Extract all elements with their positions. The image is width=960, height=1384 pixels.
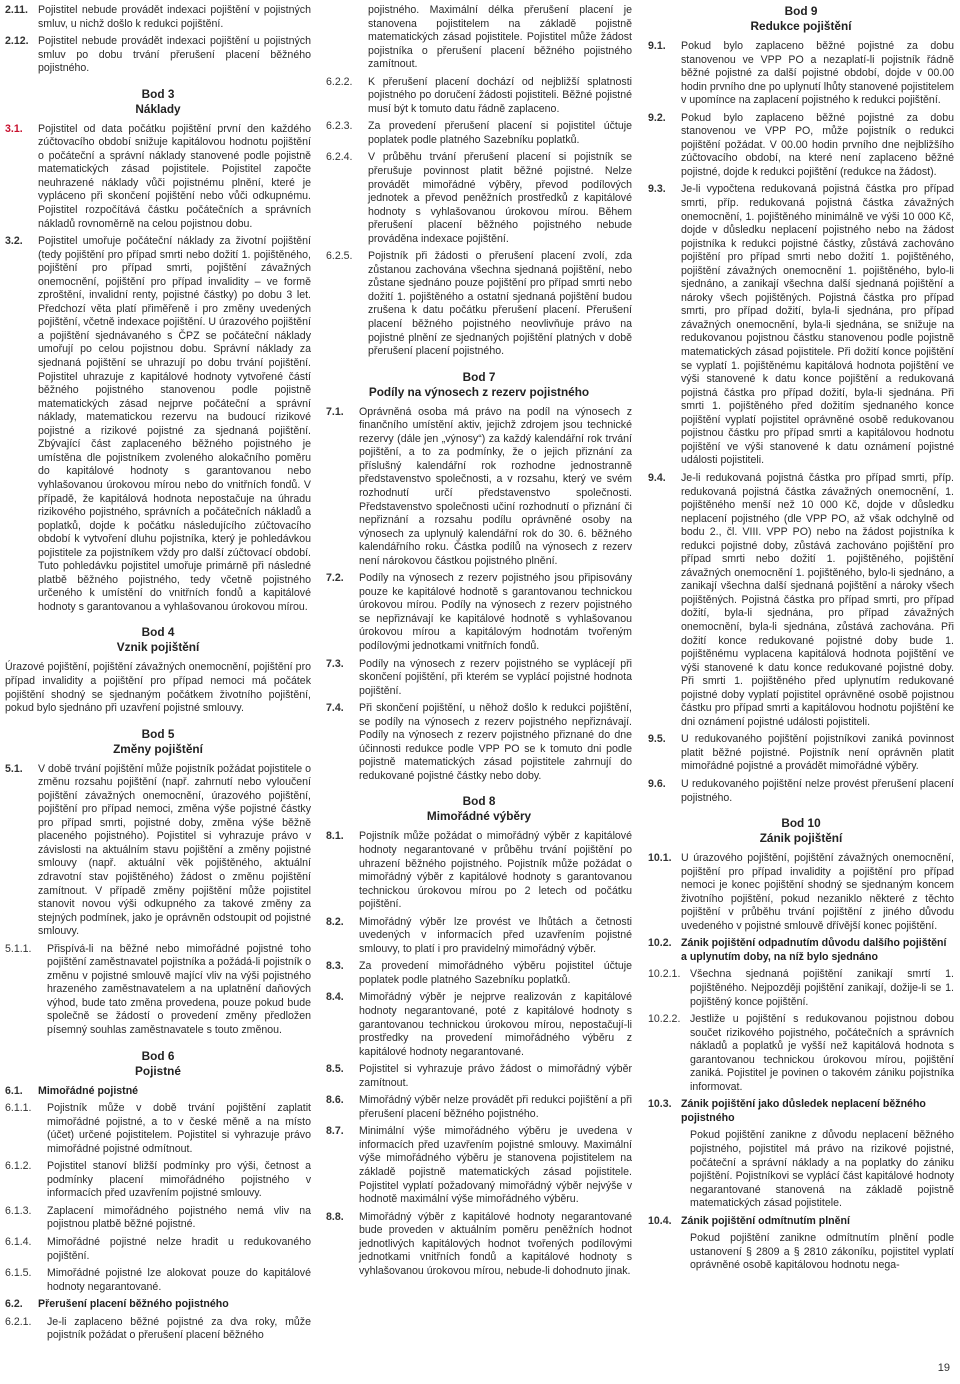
clause-text: Mimořádný výběr nelze provádět při redukci pojištění a při přerušení placení běžného pojistného. [359, 1094, 632, 1120]
clause-text: V době trvání pojištění může pojistník požádat pojistitele o změnu rozsahu pojištění (např. zahrnutí nebo vyloučení pojištění závažných onemocnění, úrazového pojištění, pojištění pro případ nemoci, změna výše pojistné částky pro případ smrti, pojistné doby, změna výše běžně placeného pojistného). Pojistitel si vyhrazuje právo v závislosti na aktuálním stavu pojištění a změny pojistné smlouvy (např. aktuální věk pojištěného, aktuální zdravotní stav pojištěného) žádost o změnu pojištění zamítnout. V případě změny pojištění může pojistitel stanovit novou výši odkupného za takové změny za stejných podmínek, jako je oprávněn odstoupit od pojistné smlouvy. [38, 762, 311, 938]
clause-text: Zánik pojištění odmítnutím plnění [681, 1214, 850, 1227]
clause-text: Pojistitel umořuje počáteční náklady za životní pojištění (tedy pojištění pro případ smrti nebo dožití 1. pojištěného, pojištění pro případ smrti, pojištění závažných onemocnění, pojištění pro případ invalidity – ve formě zproštění, invalidní renty, pojistné částky) po dobu 3 let. Předchozí věta platí přiměřeně i pro změny uvedených pojištění, včetně indexace pojištění. U úrazového pojištění a pojištění sjednávaného s ČPZ se počáteční náklady umořují po celou pojistnou dobu. Správní náklady za sjednaná pojištění se uhrazují po dobu trvání pojištění. Pojistitel uhrazuje z kapitálové hodnoty vytvořené částí běžného pojistného stanovenou podle pojistně matematických zásad nejprve počáteční a správní náklady, matematickou rezervu na budoucí rizikové pojistné a rizikové pojistné za sjednaná pojištění. Zbývající část zaplaceného běžného pojistného je umístěna dle pojistníkem zvoleného alokačního poměru do kapitálové hodnoty s garantovanou nebo vyhlašovanou úrokovou mírou nebo do vnitřních fondů. V případě, že kapitálová hodnota nepostačuje na úhradu rizikového pojistného, správních a počátečních nákladů a poplatků, dojde k počátku následujícího zúčtovacího období k vytvoření dluhu pojistníka, který je pohledávkou pojistitele za pojistníkem vždy pro další zúčtovací období. Tuto pohledávku pojistitel umořuje primárně při následné platbě běžného pojistného, tedy včetně pojistného určeného k umístění do vnitřních fondů a kapitálové hodnoty s garantovanou a vyhlašovanou úrokovou mírou. [38, 235, 311, 613]
clause-text: Je-li zaplaceno běžné pojistné za dva roky, může pojistník požádat o přerušení placení běžného [47, 1315, 311, 1342]
clause-text: Pokud bylo zaplaceno běžné pojistné za dobu stanovenou ve VPP PO, může pojistník o redukci pojištění požádat. V 00.00 hodin prvního dne nejbližšího zúčtovacího období, na které není zaplaceno běžné pojistné, dojde k redukci pojištění (redukce na žádost). [681, 111, 954, 178]
clause [648, 733, 954, 774]
clause [5, 123, 311, 231]
section-number: Bod 8 [462, 794, 496, 809]
clause-number: 6.2.1. [5, 1315, 32, 1328]
clause-number: 9.6. [648, 777, 666, 790]
section-number: Bod 3 [141, 86, 175, 101]
section-number: Bod 10 [781, 816, 821, 831]
clause-number: 7.2. [326, 572, 344, 585]
clause [326, 250, 632, 358]
clause-number: 6.2.5. [326, 250, 353, 263]
clause-number: 6.1.3. [5, 1204, 32, 1217]
clause [648, 852, 954, 933]
clause-number: 6.1.4. [5, 1236, 32, 1249]
clause [5, 763, 311, 939]
clause-text: U redukovaného pojištění nelze provést přerušení placení pojistného. [681, 777, 954, 804]
section-number: Bod 6 [141, 1048, 175, 1063]
clause-text: Pojistník při žádosti o přerušení placení zvolí, zda zůstanou zachována všechna sjednaná pojištění, nebo zůstane sjednáno pouze pojištění pro případ smrti nebo dožití 1. pojištěného a ostatní sjednaná pojištění budou zrušena k datu počátku přerušení placení. Přerušení placení běžného pojistného neovlivňuje právo na pojistné plnění ze sjednaných pojištění platných v době přerušení placení pojistného. [368, 250, 632, 358]
clause [5, 943, 311, 1038]
clause-number: 8.7. [326, 1125, 344, 1138]
section-title: Náklady [135, 101, 181, 116]
section-number: Bod 4 [141, 625, 175, 640]
clause-number: 6.2. [5, 1298, 23, 1311]
clause [326, 572, 632, 653]
section-title: Zánik pojištění [759, 831, 843, 846]
clause-text: Oprávněná osoba má právo na podíl na výnosech z finančního umístění aktiv, jejichž zdrojem jsou technické rezervy (dále jen „výnosy“) za každý kalendářní rok trvání pojištění, a to za podmínky, že o jejich přiznání za příslušný kalendářní rok rozhodne jednostranně představenstvo společnosti, a v rozsahu, který ve svém rozhodnutí určí představenstvo společnosti. Představenstvo společnosti učiní rozhodnutí o přiznání či nepřiznání a rozsahu podílu oprávněné osoby na výnosech za uplynulý kalendářní rok do 30. 6. běžného kalendářního roku. Částka podílů na výnosech z rezerv není nárokovou částkou pojistného plnění. [359, 405, 632, 567]
clause-number: 10.2.1. [648, 968, 681, 981]
clause-number: 8.5. [326, 1063, 344, 1076]
clause [326, 1211, 632, 1279]
clause-text: Přispívá-li na běžné nebo mimořádné pojistné toho pojištění zaměstnavatel pojistníka a požádá-li pojistník o změnu v pojistné smlouvě mající vliv na výši pojistného hrazeného zaměstnavatelem a na uplatnění daňových výhod, bude tato změna provedena, pouze pokud bude společně se žádostí o provedení změny předložen písemný souhlas zaměstnavatele s touto změnou. [47, 942, 311, 1036]
clause-number: 9.4. [648, 471, 666, 484]
section-heading [648, 4, 954, 34]
clause [326, 4, 632, 72]
clause-number: 5.1.1. [5, 942, 32, 955]
section-title: Podíly na výnosech z rezerv pojistného [368, 384, 590, 399]
clause-text: Pojistník může v době trvání pojištění zaplatit mimořádné pojistné, a to v české měně a na místo (účet) určené pojistitelem. Pojistitel si vyhrazuje právo mimořádné pojistné odmítnout. [47, 1102, 311, 1155]
clause-text: Pojistitel stanoví bližší podmínky pro výši, četnost a podmínky placení mimořádného pojistného v informacích před uzavřením pojistné smlouvy. [47, 1160, 311, 1200]
clause-text: Pojistitel nebude provádět indexaci pojištění v pojistných smluv, u nichž došlo k redukci pojištění. [38, 4, 311, 30]
clause-number: 10.4. [648, 1214, 672, 1227]
section-title: Změny pojištění [113, 741, 203, 756]
clause-number: 9.2. [648, 111, 666, 124]
section-heading [326, 370, 632, 400]
subsection-heading [5, 1298, 311, 1312]
clause-text: Při skončení pojištění, u něhož došlo k redukci pojištění, se podíly na výnosech z rezerv pojistného nepřiznávají. Podíly na výnosech z rezerv pojistného přiznané do dne účinnosti redukce podle VPP PO se k tomuto dni podle pojistně matematických zásad pojistitele zahrnují do redukované pojistné částky nebo doby. [359, 702, 632, 782]
clause-number: 8.6. [326, 1094, 344, 1107]
clause-number: 10.2.2. [648, 1013, 681, 1026]
clause-text: Mimořádné pojistné [38, 1084, 139, 1097]
clause [5, 1102, 311, 1156]
clause-text: Minimální výše mimořádného výběru je uvedena v informacích před uzavřením pojistné smlouvy. Maximální výše mimořádného výběru je stanovena pojistitelem na základě pojistně matematických zásad pojistitele. Pojistitel vyplatí požadovaný mimořádný výběr nejvýše v hodnotě maximální výše mimořádného výběru. [359, 1125, 632, 1206]
clause-text: Pojistitel nebude provádět indexaci pojištění u pojistných smluv po dobu trvání přerušení placení běžného pojistného. [38, 35, 311, 75]
subsection-heading [648, 1098, 954, 1125]
clause [5, 1205, 311, 1232]
clause-text: Podíly na výnosech z rezerv pojistného se vyplácejí při skončení pojištění, při kterém se vyplácí pojistné hodnota pojištění. [359, 657, 632, 697]
clause [326, 406, 632, 569]
clause-text: Mimořádný výběr je nejprve realizován z kapitálové hodnoty negarantované, poté z kapitálové hodnoty s garantovanou technickou úrokovou mírou, nepostačují-li prostředky na provedení mimořádného výběru z kapitálové hodnoty negarantované. [359, 991, 632, 1058]
clause-number: 8.1. [326, 830, 344, 843]
clause [326, 1094, 632, 1121]
section-heading [5, 625, 311, 655]
clause-text: Je-li vypočtena redukovaná pojistná částka pro případ smrti, příp. redukovaná pojistná částka závažných onemocnění, 1. pojištěného minimálně ve výši 10 000 Kč, dojde v důsledku neplacení pojistného nebo na žádost pojistníka k redukci pojistné částky, zůstává zachováno pojištění pro případ smrti nebo dožití 1. pojištěného, pojištění závažných onemocnění 1. pojištěného, bylo-li sjednáno, a zanikají všechna další sjednaná pojištění a nároky všech pojištěných. Pojistná částka pro případ smrti, pro případ dožití, byla-li sjednána, pro případ závažných onemocnění, byla-li sjednána, se snižuje na redukovanou pojistnou částku stanovenou podle pojistně matematických zásad pojistitele. Při dožití konce pojištění se vyplatí 1. pojištěnému kapitálová hodnota pojištění ve výši stanovené k datu konce pojištění a redukovaná pojistná částka pro případ dožití, byla-li sjednána. Při smrti 1. pojištěného před dožitím sjednaného konce pojištění vyplatí pojistitel oprávněné osobě redukovanou pojistnou částku pro případ smrti a kapitálovou hodnotu pojištění ve výši stanovené k datu oznámení pojistné události pojistiteli. [681, 183, 954, 467]
clause [5, 1160, 311, 1201]
clause-text: Za provedení přerušení placení si pojistitel účtuje poplatek podle platného Sazebníku poplatků. [368, 120, 632, 146]
column-3 [648, 4, 954, 1277]
clause-number: 7.4. [326, 702, 344, 715]
section-heading [648, 816, 954, 846]
subsection-heading [5, 1085, 311, 1099]
column-2 [326, 4, 632, 1282]
clause-number: 8.4. [326, 991, 344, 1004]
subsection-heading [648, 1215, 954, 1229]
subsection-heading [648, 937, 954, 964]
section-heading [5, 87, 311, 117]
section-title: Redukce pojištění [750, 19, 852, 33]
clause-text: Pojistitel od data počátku pojištění první den každého zúčtovacího období snižuje kapitálovou hodnotu pojištění o počáteční a správní náklady stanovené podle pojistně matematických zásad pojistitele. Pojistitel započte neuhrazené náklady vůči pojistnému plnění, které je vypláceno při skončení pojištění nebo vůči odkupnému. Pojistitel rozpočítává částku počátečních a správních nákladů rovnoměrně na celou pojistnou dobu. [38, 122, 311, 230]
clause-number: 3.2. [5, 235, 23, 248]
clause-number: 6.2.4. [326, 151, 353, 164]
clause-number: 10.3. [648, 1098, 672, 1111]
clause [326, 120, 632, 147]
clause-number: 10.2. [648, 937, 672, 950]
clause-text: V průběhu trvání přerušení placení si pojistník se přerušuje povinnost platit běžné pojistné. Nelze provádět mimořádné výběry, převod podílových jednotek a převod peněžních prostředků z kapitálové hodnoty s vyhlašovanou úrokovou mírou. Během přerušení placení běžného pojistného nebude prováděna indexace pojištění. [368, 151, 632, 245]
clause-number: 6.1.2. [5, 1160, 32, 1173]
clause-number: 3.1. [5, 122, 23, 135]
clause-number: 9.5. [648, 733, 666, 746]
clause-number: 9.3. [648, 183, 666, 196]
section-heading [5, 1049, 311, 1079]
clause-text: Pojistník může požádat o mimořádný výběr z kapitálové hodnoty negarantované v průběhu trvání pojištění po uhrazení běžného pojistného. Pojistník může požádat o mimořádný výběr z kapitálové hodnoty s garantovanou technickou úrokovou mírou po 2 letech od počátku pojištění. [359, 830, 632, 911]
clause [326, 916, 632, 957]
clause [648, 1129, 954, 1210]
clause-text: Jestliže u pojištění s redukovanou pojistnou dobou součet rizikového pojistného, počátečních a správních nákladů a poplatků je vyšší než kapitálová hodnota s garantovanou technickou úrokovou mírou, pojištění zaniká. Pojistitel je povinen o takovém zániku pojistníka informovat. [690, 1013, 954, 1093]
clause-number: 5.1. [5, 762, 23, 775]
clause-number: 6.1.1. [5, 1102, 32, 1115]
clause-number: 8.8. [326, 1210, 344, 1223]
clause-text: Pojistitel si vyhrazuje právo žádost o mimořádný výběr zamítnout. [359, 1063, 632, 1089]
clause-number: 7.1. [326, 405, 344, 418]
clause-number: 10.1. [648, 852, 672, 865]
clause [648, 968, 954, 1009]
clause-text: Všechna sjednaná pojištění zanikají smrtí 1. pojištěného. Nejpozději pojištění zanikají, dožije-li se 1. pojištěný konce pojištění. [690, 968, 954, 1008]
clause [648, 472, 954, 729]
clause-number: 2.12. [5, 35, 29, 48]
clause-text: Přerušení placení běžného pojistného [38, 1298, 229, 1311]
section-title: Mimořádné výběry [426, 809, 532, 824]
clause [326, 1063, 632, 1090]
clause [5, 4, 311, 31]
clause-text: Je-li redukovaná pojistná částka pro případ smrti, příp. redukovaná pojistná částka závažných onemocnění, 1. pojištěného menší než 10 000 Kč, dojde v důsledku neplacení pojistného (dle VPP PO, až však odchylně od bodu 2., čl. VIII. VPP PO) nebo na žádost pojistníka k redukci pojistné doby, zůstává zachováno pojištění pro případ smrti nebo dožití 1. pojištěného, pojištění závažných onemocnění 1. pojištěného, bylo-li sjednáno, a zanikají všechna další sjednaná pojištění a nároky všech pojištěných. Pojistná částka pro případ smrti, pro případ dožití, byla-li sjednána, pro případ závažných onemocnění, byla-li sjednána, zůstává zachována. Při dožití konce redukované pojistné doby bude 1. pojištěnému vyplacena kapitálová hodnota pojištění ve výši stanovené k datu konce redukované pojistné doby. Při smrti 1. pojištěného před uplynutím redukované pojistné doby vyplatí pojistitel oprávněné osobě pojistnou částku pro případ smrti a kapitálovou hodnotu pojištění ke dni oznámení pojistné události pojistiteli. [681, 471, 954, 728]
clause-number: 6.1.5. [5, 1267, 32, 1280]
clause-text: Pokud bylo zaplaceno běžné pojistné za dobu stanovenou ve VPP PO a nezaplatí-li pojistník řádně běžné pojistné za další pojistné období, dojde v 00.00 hodin prvního dne po uplynutí lhůty stanovené pojistitelem v upomínce na zaplacení pojistného k redukci pojištění. [681, 40, 954, 107]
clause-number: 8.3. [326, 960, 344, 973]
clause-text: U úrazového pojištění, pojištění závažných onemocnění, pojištění pro případ invalidity a pojištění pro případ nemoci je konec pojištění shodný se sjednaným koncem životního pojištění, pokud nezaniklo některé z těchto pojištění v průběhu trvání pojištění z jiného důvodu uvedeného v pojistné smlouvě dřívější konec pojištění. [681, 852, 954, 932]
clause-text: Pokud pojištění zanikne z důvodu neplacení běžného pojistného, pojistitel má právo na rizikové pojistné, počáteční a správní náklady a na poplatky do zániku pojištění. Pojistníkovi se vyplácí část kapitálové hodnoty negarantované stanovená na základě pojistně matematických zásad pojistitele. [690, 1129, 954, 1210]
section-number: Bod 9 [784, 4, 818, 18]
clause-text: Zaplacení mimořádného pojistného nemá vliv na pojistnou platbě běžné pojistné. [47, 1204, 311, 1231]
clause-number: 6.2.3. [326, 120, 353, 133]
clause [326, 991, 632, 1059]
clause [648, 40, 954, 108]
page-number: 19 [937, 1362, 950, 1374]
section-title: Pojistné [135, 1063, 181, 1078]
column-1 [5, 4, 311, 1347]
clause-text: K přerušení placení dochází od nejbližší splatnosti pojistného po doručení žádosti pojistiteli. Běžné pojistné musí být k tomuto datu řádně zaplaceno. [368, 75, 632, 115]
clause-text: Pokud pojištění zanikne odmítnutím plnění podle ustanovení § 2809 a § 2810 zákoníku, pojistitel vyplatí oprávněné osobě kapitálovou hodnotu nega- [690, 1232, 954, 1272]
clause-text: Zánik pojištění odpadnutím důvodu dalšího pojištění a uplynutím doby, na níž bylo sjednáno [681, 937, 947, 963]
clause [326, 702, 632, 783]
clause-text: Mimořádný výběr lze provést ve lhůtách a četnosti uvedených v informacích před uzavřením pojistné smlouvy, to platí i pro pravidelný mimořádný výběr. [359, 915, 632, 955]
clause-text: pojistného. Maximální délka přerušení placení je stanovena pojistitelem na základě pojistně matematických zásad pojistitele. Pojistitel může žádost pojistníka o přerušení placení běžného pojistného zamítnout. [368, 4, 632, 71]
section-heading [5, 727, 311, 757]
clause [326, 960, 632, 987]
section-title: Vznik pojištění [116, 640, 200, 655]
paragraph: Úrazové pojištění, pojištění závažných onemocnění, pojištění pro případ invalidity a pojištění pro případ nemoci má počátek pojištění shodný se sjednaným počátkem životního pojištění, pokud bylo sjednáno při uzavření pojistné smlouvy. [5, 661, 311, 715]
clause-number: 2.11. [5, 4, 28, 16]
section-number: Bod 7 [462, 369, 496, 384]
clause [648, 1013, 954, 1094]
clause-text: Mimořádný výběr z kapitálové hodnoty negarantované bude proveden v aktuálním poměru peněžních hodnot jednotlivých kapitálových hodnot tvořených podílovými jednotkami vnitřních fondů a kapitálové hodnoty s vyhlašovanou úrokovou mírou, nebude-li dohodnuto jinak. [359, 1210, 632, 1277]
clause [5, 1316, 311, 1343]
clause [648, 778, 954, 805]
clause-text: Podíly na výnosech z rezerv pojistného jsou připisovány pouze ke kapitálové hodnotě s garantovanou technickou úrokovou mírou. Podíly na výnosech z rezerv pojistného se nepřiznávají ke kapitálové hodnotě s vyhlašovanou úrokovou mírou a kapitálovým hodnotám tvořeným podílovými jednotkami vnitřních fondů. [359, 572, 632, 652]
clause [5, 235, 311, 614]
clause [326, 151, 632, 246]
clause [648, 1232, 954, 1273]
clause [326, 830, 632, 911]
clause-number: 7.3. [326, 657, 344, 670]
clause-number: 9.1. [648, 40, 666, 52]
clause-text: Za provedení mimořádného výběru pojistitel účtuje poplatek podle platného Sazebníku poplatků. [359, 960, 632, 986]
clause [5, 1267, 311, 1294]
clause-number: 6.1. [5, 1084, 23, 1097]
clause-number: 6.2.2. [326, 75, 353, 88]
clause [5, 1236, 311, 1263]
clause-number: 8.2. [326, 915, 344, 928]
clause [326, 76, 632, 117]
clause [326, 658, 632, 699]
clause [5, 35, 311, 76]
clause [648, 183, 954, 467]
section-heading [326, 794, 632, 824]
clause-text: Zánik pojištění jako důsledek neplacení běžného pojistného [681, 1098, 926, 1124]
clause-text: Mimořádné pojistné nelze hradit u redukovaného pojištění. [47, 1236, 311, 1262]
clause-text: Mimořádné pojistné lze alokovat pouze do kapitálové hodnoty negarantované. [47, 1267, 311, 1293]
clause [648, 112, 954, 180]
clause-text: U redukovaného pojištění pojistníkovi zaniká povinnost platit běžné pojistné. Pojistník není oprávněn platit mimořádné pojistné a provádět mimořádné výběry. [681, 733, 954, 773]
section-number: Bod 5 [141, 726, 175, 741]
clause [326, 1125, 632, 1206]
